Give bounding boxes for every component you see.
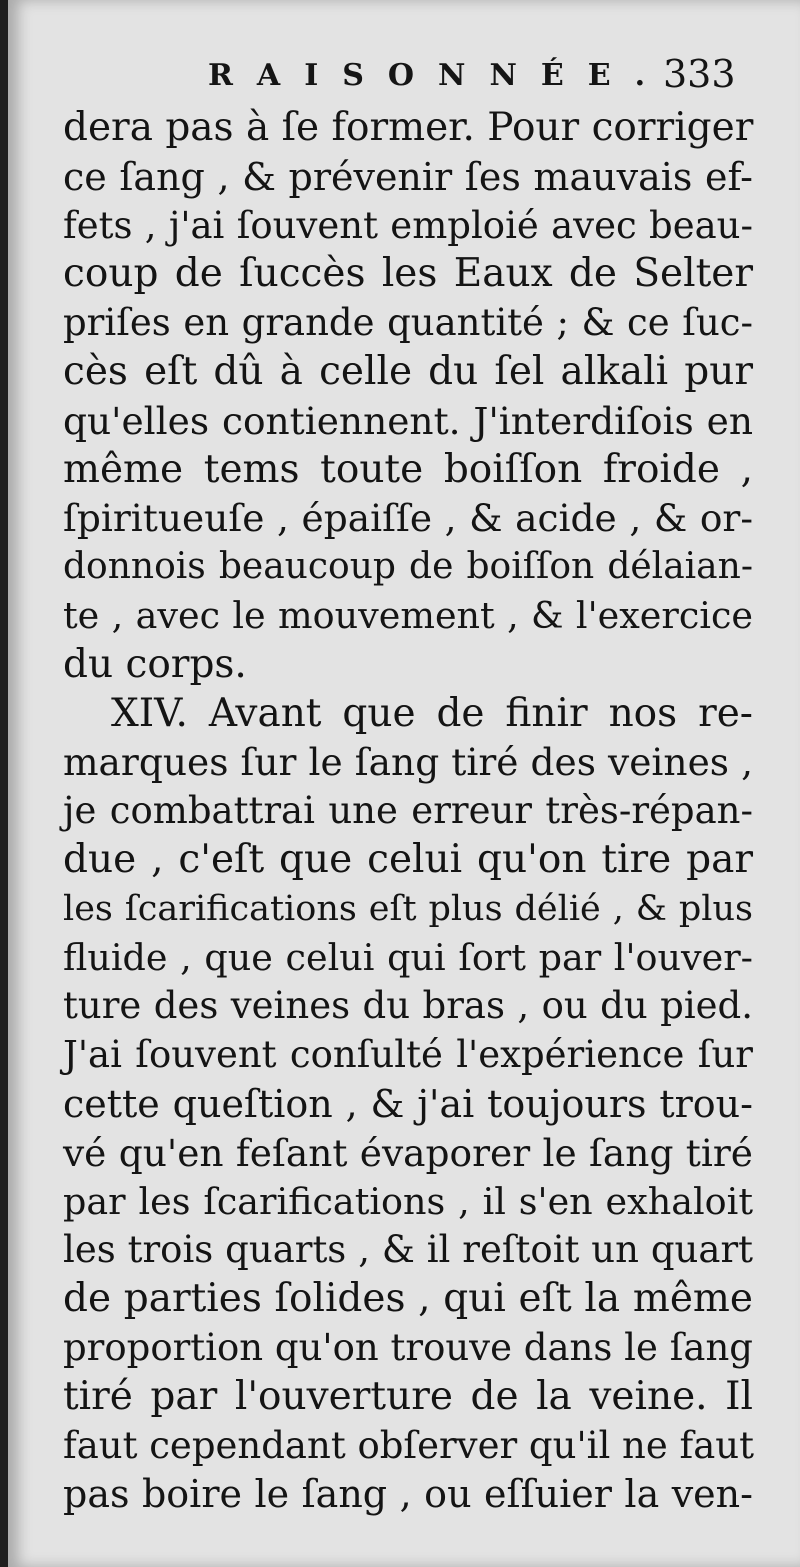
text-line: tiré par l'ouverture de la veine. Il [63,1373,753,1419]
text-line: même tems toute boiſſon froide , [63,446,753,492]
page-header [8,52,800,108]
text-line: pas boire le ſang , ou eſſuier la ven- [63,1472,753,1517]
text-line: J'ai ſouvent conſulté l'expérience ſur [63,1033,753,1077]
page-number: 333 [663,52,736,96]
text-line: coup de ſuccès les Eaux de Selter [63,251,753,297]
text-line: cette queſtion , & j'ai toujours trou- [63,1081,753,1126]
text-line: priſes en grande quantité ; & ce ſuc- [63,301,753,345]
text-line: ſpiritueuſe , épaiſſe , & acide , & or- [63,496,753,541]
text-line: faut cependant obſerver qu'il ne faut [63,1423,754,1467]
text-line: je combattrai une erreur très-répan- [63,789,753,833]
text-line: qu'elles contiennent. J'interdiſois en [63,398,753,443]
text-line: de parties ſolides , qui eſt la même [63,1276,753,1322]
text-line: vé qu'en feſant évaporer le ſang tiré [63,1130,753,1175]
book-page [8,0,800,1567]
text-line: cès eſt dû à celle du ſel alkali pur [63,348,753,394]
text-line: proportion qu'on trouve dans le ſang [63,1325,753,1369]
text-line: marques ſur le ſang tiré des veines , [63,740,753,785]
text-line: par les ſcarifications , il s'en exhaloit [63,1179,753,1223]
text-line: les ſcarifications eſt plus délié , & plus [63,888,753,929]
text-line: due , c'eſt que celui qu'on tire par [63,836,753,882]
text-line: te , avec le mouvement , & l'exercice [63,593,753,637]
running-head: RAISONNÉE. [208,58,670,93]
text-line: ture des veines du bras , ou du pied. [63,984,753,1028]
text-line: donnois beaucoup de boiſſon délaian- [63,546,753,588]
text-line: fluide , que celui qui ſort par l'ouver- [63,935,753,979]
text-line: dera pas à ſe former. Pour corriger [63,105,754,150]
body-text [63,104,753,1519]
text-line: ce ſang , & prévenir ſes mauvais ef- [63,154,753,199]
text-line: les trois quarts , & il reſtoit un quart [63,1228,753,1272]
paragraph-end-line: du corps. [63,641,247,687]
text-line: fets , j'ai ſouvent emploié avec beau- [63,203,753,247]
section-heading-line: XIV. Avant que de finir nos re- [111,690,753,736]
